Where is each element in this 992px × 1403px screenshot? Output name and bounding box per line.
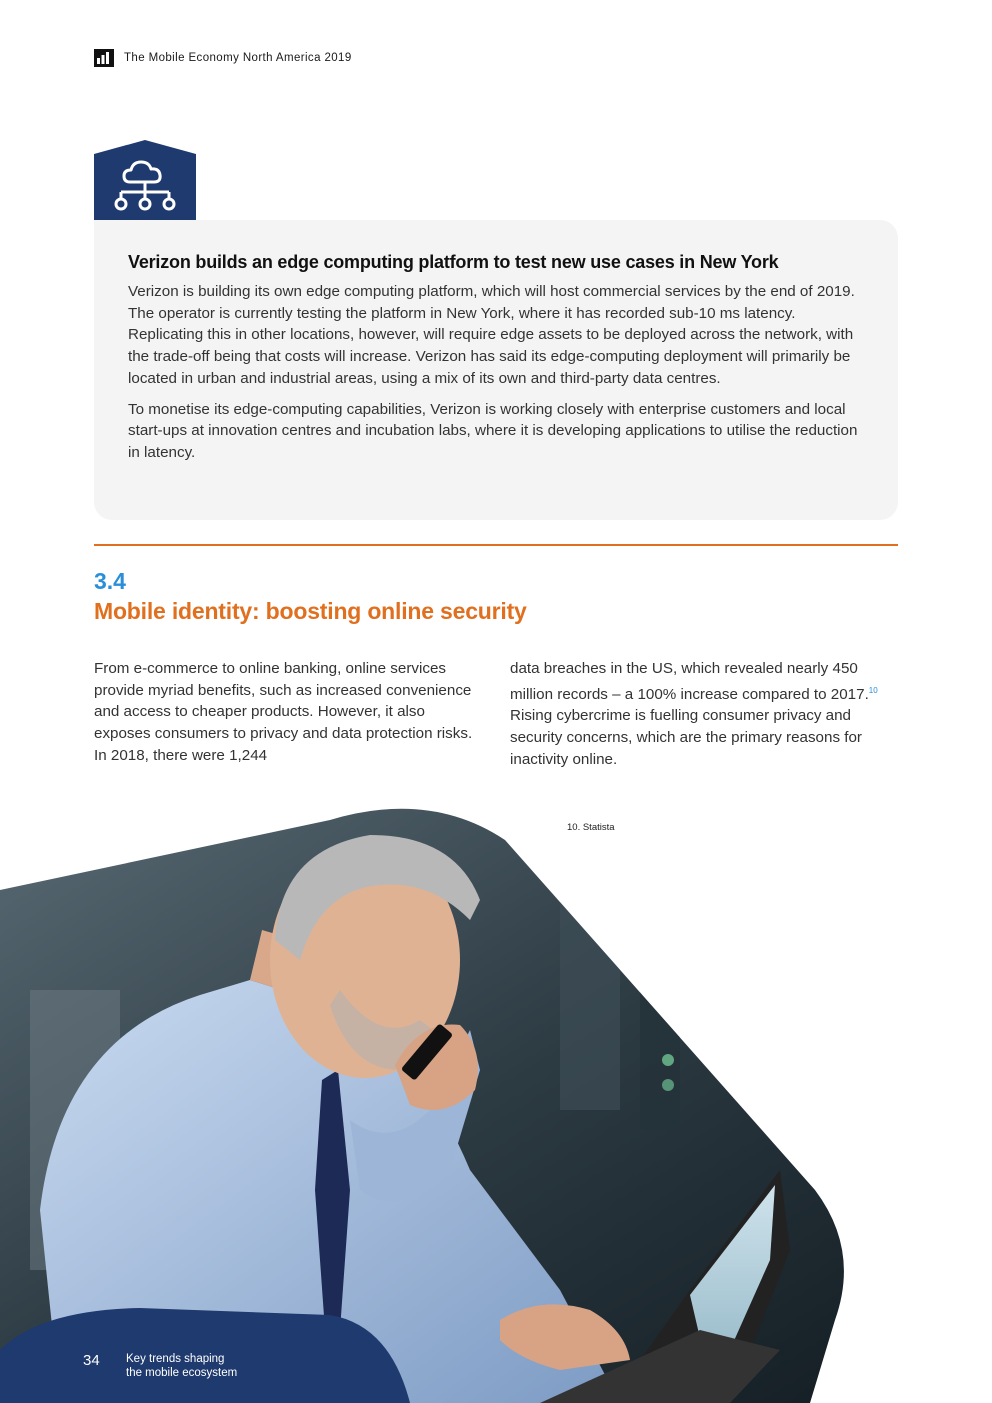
footnote-reference[interactable]: 10 (868, 685, 878, 695)
chapter-label-line-2: the mobile ecosystem (126, 1367, 238, 1379)
cloud-network-icon (94, 140, 196, 220)
section-number: 3.4 (94, 568, 126, 594)
footnote: 10. Statista (567, 822, 615, 833)
case-study-paragraph-2: To monetise its edge-computing capabilities, Verizon is working closely with enterprise customers and local start-ups at innovation centres and incubation labs, where it is developing applications to utilise the reduction in latency. (128, 400, 858, 461)
body-column-left (94, 658, 479, 767)
businessman-phone-laptop-photo (0, 790, 992, 1403)
case-study-title: Verizon builds an edge computing platform to test new use cases in New York (128, 252, 779, 272)
section-divider (94, 544, 898, 546)
gsma-logo-icon (94, 49, 114, 67)
body-text-left: From e-commerce to online banking, online services provide myriad benefits, such as increased convenience and access to cheaper products. However, it also exposes consumers to privacy and data protection risks. In 2018, there were 1,244 (94, 660, 473, 764)
body-text-right-part-1: data breaches in the US, which revealed nearly 450 million records – a 100% increase compared to 2017. (510, 660, 869, 703)
case-study-box (94, 220, 898, 520)
page-header (94, 48, 352, 68)
case-study-paragraph-1: Verizon is building its own edge computing platform, which will host commercial services by the end of 2019. The operator is currently testing the platform in New York, where it has recorded sub-10 ms latency. Replicating this in other locations, however, will require edge assets to be deployed across the network, with the trade-off being that costs will increase. Verizon has said its edge-computing deployment will primarily be located in urban and industrial areas, using a mix of its own and third-party data centres. (128, 283, 855, 387)
chapter-label-line-1: Key trends shaping (126, 1353, 225, 1365)
section-title: Mobile identity: boosting online security (94, 598, 527, 624)
body-column-right (510, 658, 895, 771)
body-text-right (510, 658, 895, 771)
page-number: 34 (83, 1352, 100, 1369)
body-text-right-part-2: Rising cybercrime is fuelling consumer privacy and security concerns, which are the primary reasons for inactivity online. (510, 707, 862, 768)
report-title: The Mobile Economy North America 2019 (124, 52, 352, 64)
chapter-label (126, 1352, 237, 1380)
